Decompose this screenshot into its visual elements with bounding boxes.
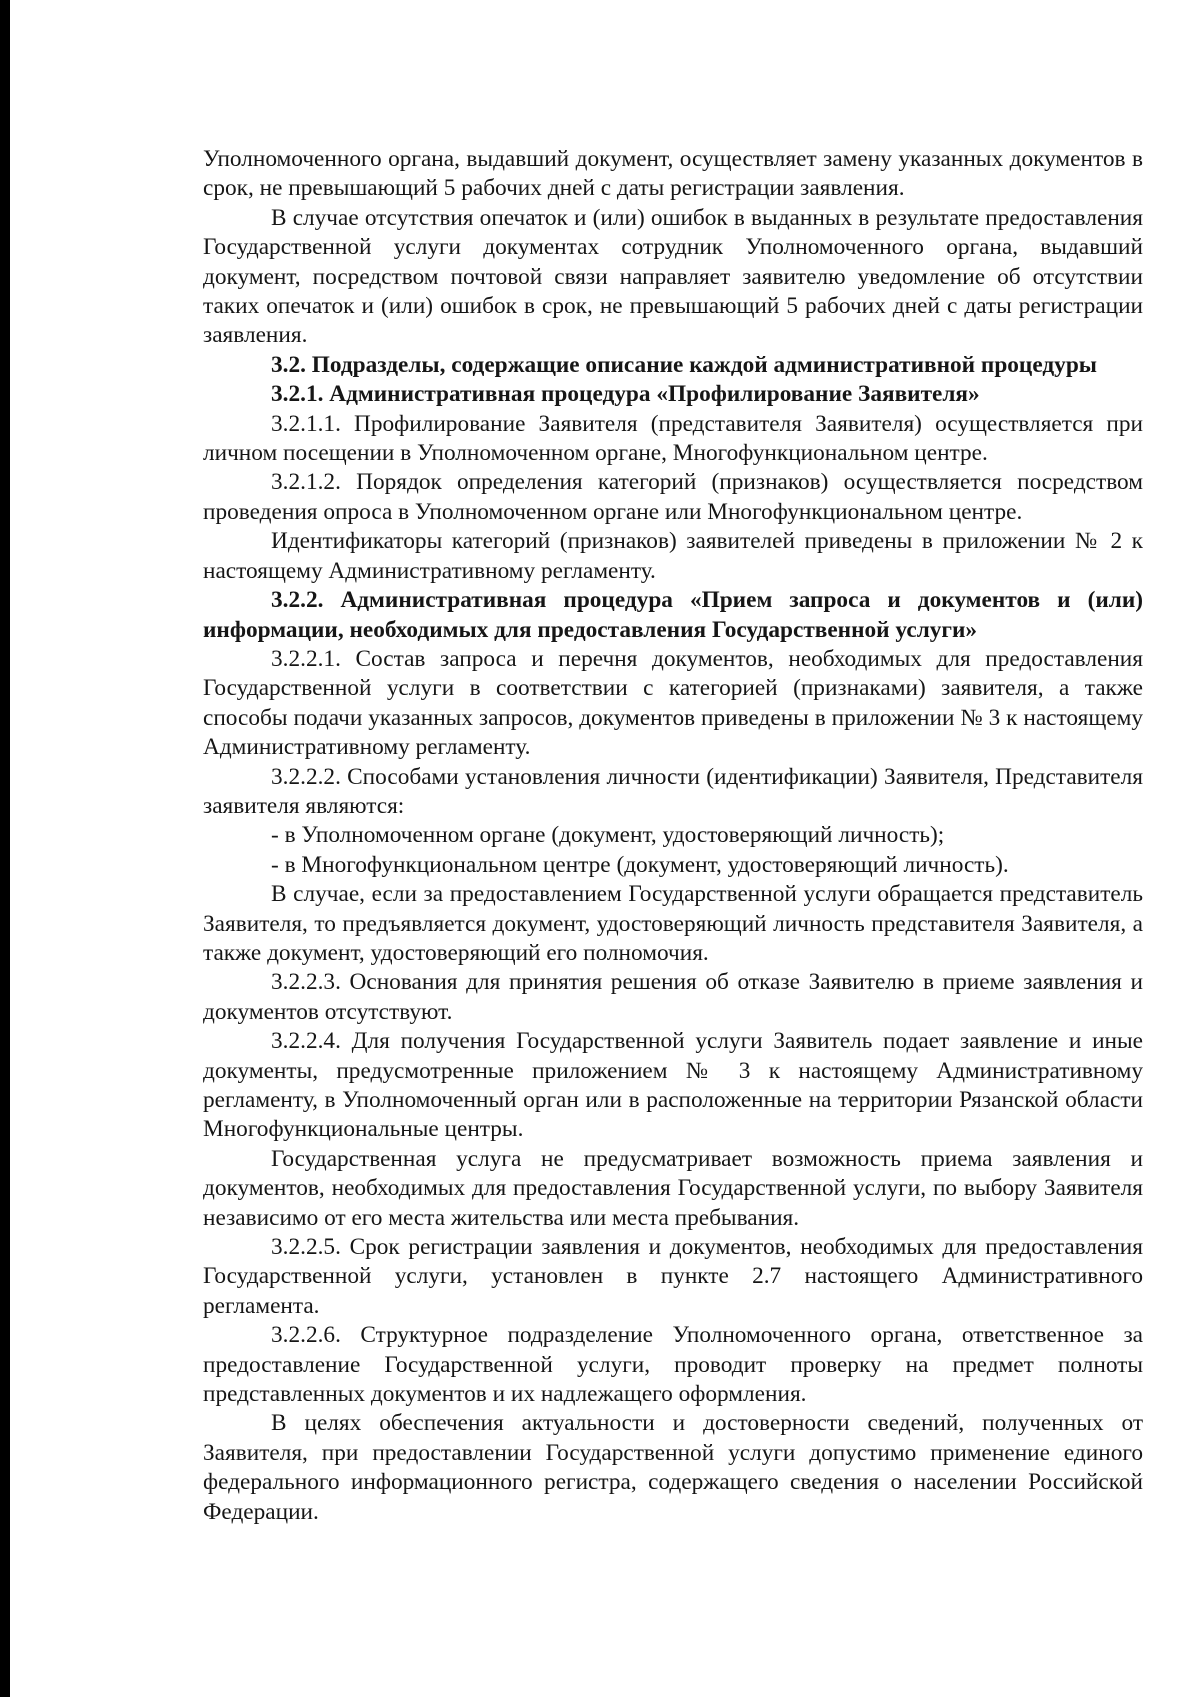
paragraph-3-2-2-3: 3.2.2.3. Основания для принятия решения об отказе Заявителю в приеме заявления и документов отсутствуют. xyxy=(203,969,1143,1025)
paragraph-federal-register: В целях обеспечения актуальности и достоверности сведений, полученных от Заявителя, при предоставлении Государственной услуги допустимо применение единого федерального информационного регистра, содержащего сведения о населении Российской Федерации. xyxy=(203,1410,1143,1525)
paragraph-3-2-2-1: 3.2.2.1. Состав запроса и перечня документов, необходимых для предоставления Государственной услуги в соответствии с категорией (признаками) заявителя, а также способы подачи указанных запросов, документов приведены в приложении № 3 к настоящему Административному регламенту. xyxy=(203,645,1143,761)
paragraph-3-2-2-5: 3.2.2.5. Срок регистрации заявления и документов, необходимых для предоставления Государственной услуги, установлен в пункте 2.7 настоящего Административного регламента. xyxy=(203,1234,1143,1319)
paragraph-no-errors: В случае отсутствия опечаток и (или) ошибок в выданных в результате предоставления Государственной услуги документах сотрудник Уполномоченного органа, выдавший документ, посредством почтовой связи направляет заявителю уведомление об отсутствии таких опечаток и (или) ошибок в срок, не превышающий 5 рабочих дней с даты регистрации заявления. xyxy=(203,204,1143,349)
section-heading-3-2-2: 3.2.2. Административная процедура «Прием запроса и документов и (или) информации, необходимых для предоставления Государственной услуги» xyxy=(203,587,1143,643)
list-item-authorized-body: - в Уполномоченном органе (документ, удостоверяющий личность); xyxy=(271,822,945,849)
list-item-mfc: - в Многофункциональном центре (документ, удостоверяющий личность). xyxy=(271,851,1009,878)
scan-edge xyxy=(0,0,10,1697)
section-heading-3-2: 3.2. Подразделы, содержащие описание каждой административной процедуры xyxy=(271,351,1097,378)
paragraph-no-extraterritorial: Государственная услуга не предусматривает возможность приема заявления и документов, необходимых для предоставления Государственной услуги, по выбору Заявителя независимо от его места жительства или места пребывания. xyxy=(203,1145,1143,1231)
section-heading-3-2-1: 3.2.1. Административная процедура «Профилирование Заявителя» xyxy=(271,381,980,408)
paragraph-3-2-2-6: 3.2.2.6. Структурное подразделение Уполномоченного органа, ответственное за предоставление Государственной услуги, проводит проверку на предмет полноты представленных документов и их надлежащего оформления. xyxy=(203,1322,1143,1408)
paragraph-continuation: Уполномоченного органа, выдавший документ, осуществляет замену указанных документов в срок, не превышающий 5 рабочих дней с даты регистрации заявления. xyxy=(203,146,1143,202)
document-page xyxy=(203,145,1143,1527)
paragraph-3-2-1-2: 3.2.1.2. Порядок определения категорий (признаков) осуществляется посредством проведения опроса в Уполномоченном органе или Многофункциональном центре. xyxy=(203,469,1143,525)
paragraph-representative: В случае, если за предоставлением Государственной услуги обращается представитель Заявителя, то предъявляется документ, удостоверяющий личность представителя Заявителя, а также документ, удостоверяющий его полномочия. xyxy=(203,881,1143,966)
paragraph-3-2-2-4: 3.2.2.4. Для получения Государственной услуги Заявитель подает заявление и иные документы, предусмотренные приложением № 3 к настоящему Административному регламенту, в Уполномоченный орган или в расположенные на территории Рязанской области Многофункциональные центры. xyxy=(203,1028,1143,1143)
paragraph-identifiers: Идентификаторы категорий (признаков) заявителей приведены в приложении № 2 к настоящему Административному регламенту. xyxy=(203,528,1143,584)
paragraph-3-2-1-1: 3.2.1.1. Профилирование Заявителя (представителя Заявителя) осуществляется при личном посещении в Уполномоченном органе, Многофункциональном центре. xyxy=(203,410,1143,467)
paragraph-3-2-2-2: 3.2.2.2. Способами установления личности (идентификации) Заявителя, Представителя заявителя являются: xyxy=(203,763,1143,819)
